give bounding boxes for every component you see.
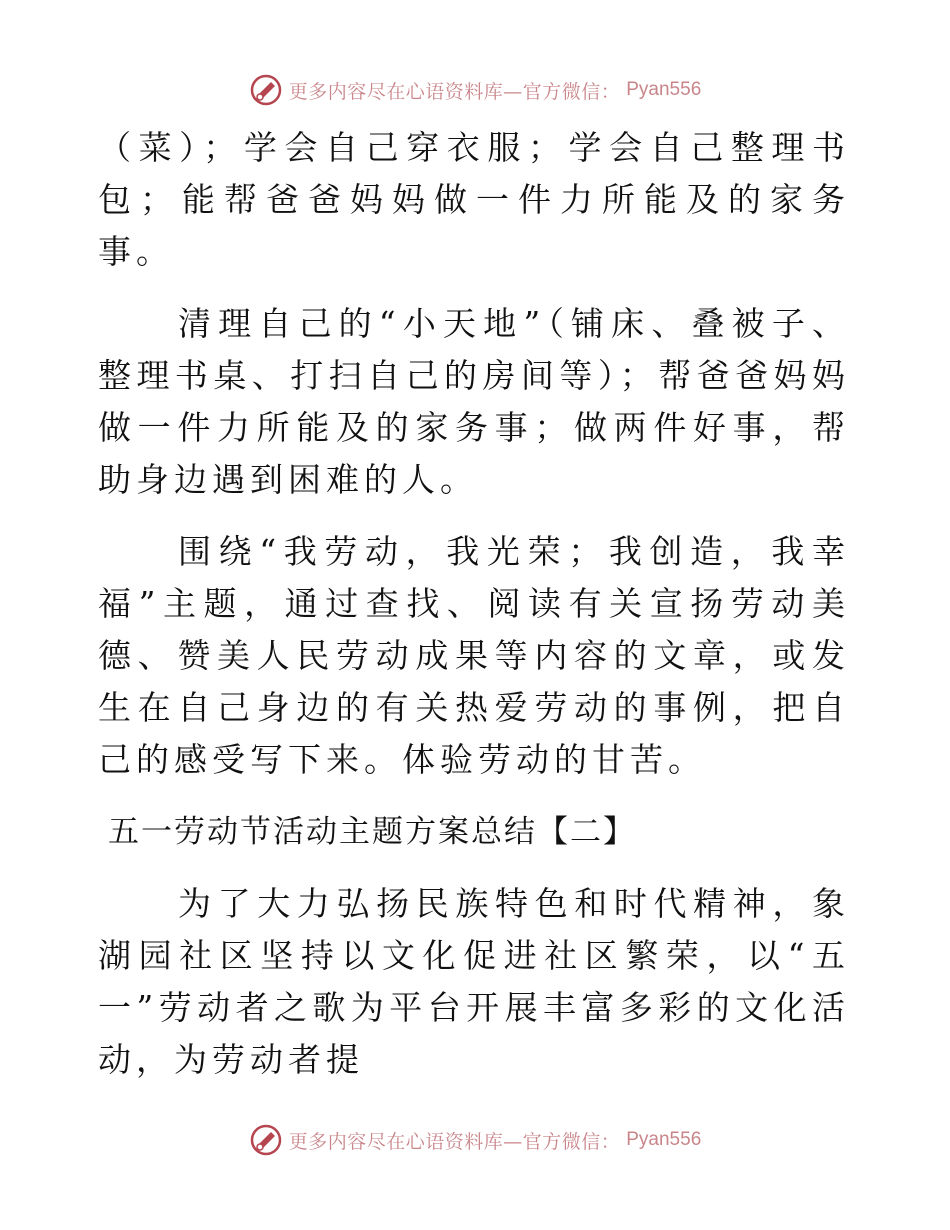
watermark-text: 更多内容尽在心语资料库—官方微信： [288, 80, 621, 103]
paragraph-3: 围绕“我劳动，我光荣；我创造，我幸福”主题，通过查找、阅读有关宣扬劳动美德、赞美人民劳动成果等内容的文章，或发生在自己身边的有关热爱劳动的事例，把自己的感受写下来。体验劳动的甘苦。 [98, 532, 850, 779]
paragraph-2: 清理自己的“小天地”（铺床、叠被子、整理书桌、打扫自己的房间等）；帮爸爸妈妈做一件力所能及的家务事；做两件好事，帮助身边遇到困难的人。 [98, 304, 850, 499]
watermark-header [0, 72, 950, 108]
brand-logo-icon [249, 73, 283, 107]
watermark-wechat-id: Pyan556 [626, 79, 702, 100]
watermark-wechat-id: Pyan556 [626, 1129, 702, 1150]
brand-logo-icon [249, 1123, 283, 1157]
document-body [98, 122, 850, 1086]
paragraph-1: （菜）；学会自己穿衣服；学会自己整理书包；能帮爸爸妈妈做一件力所能及的家务事。 [98, 128, 850, 271]
watermark-text: 更多内容尽在心语资料库—官方微信： [288, 1130, 621, 1153]
section-heading: 五一劳动节活动主题方案总结【二】 [108, 814, 636, 850]
watermark-footer [0, 1122, 950, 1158]
paragraph-4: 为了大力弘扬民族特色和时代精神，象湖园社区坚持以文化促进社区繁荣，以“五一”劳动者之歌为平台开展丰富多彩的文化活动，为劳动者提 [98, 884, 850, 1079]
